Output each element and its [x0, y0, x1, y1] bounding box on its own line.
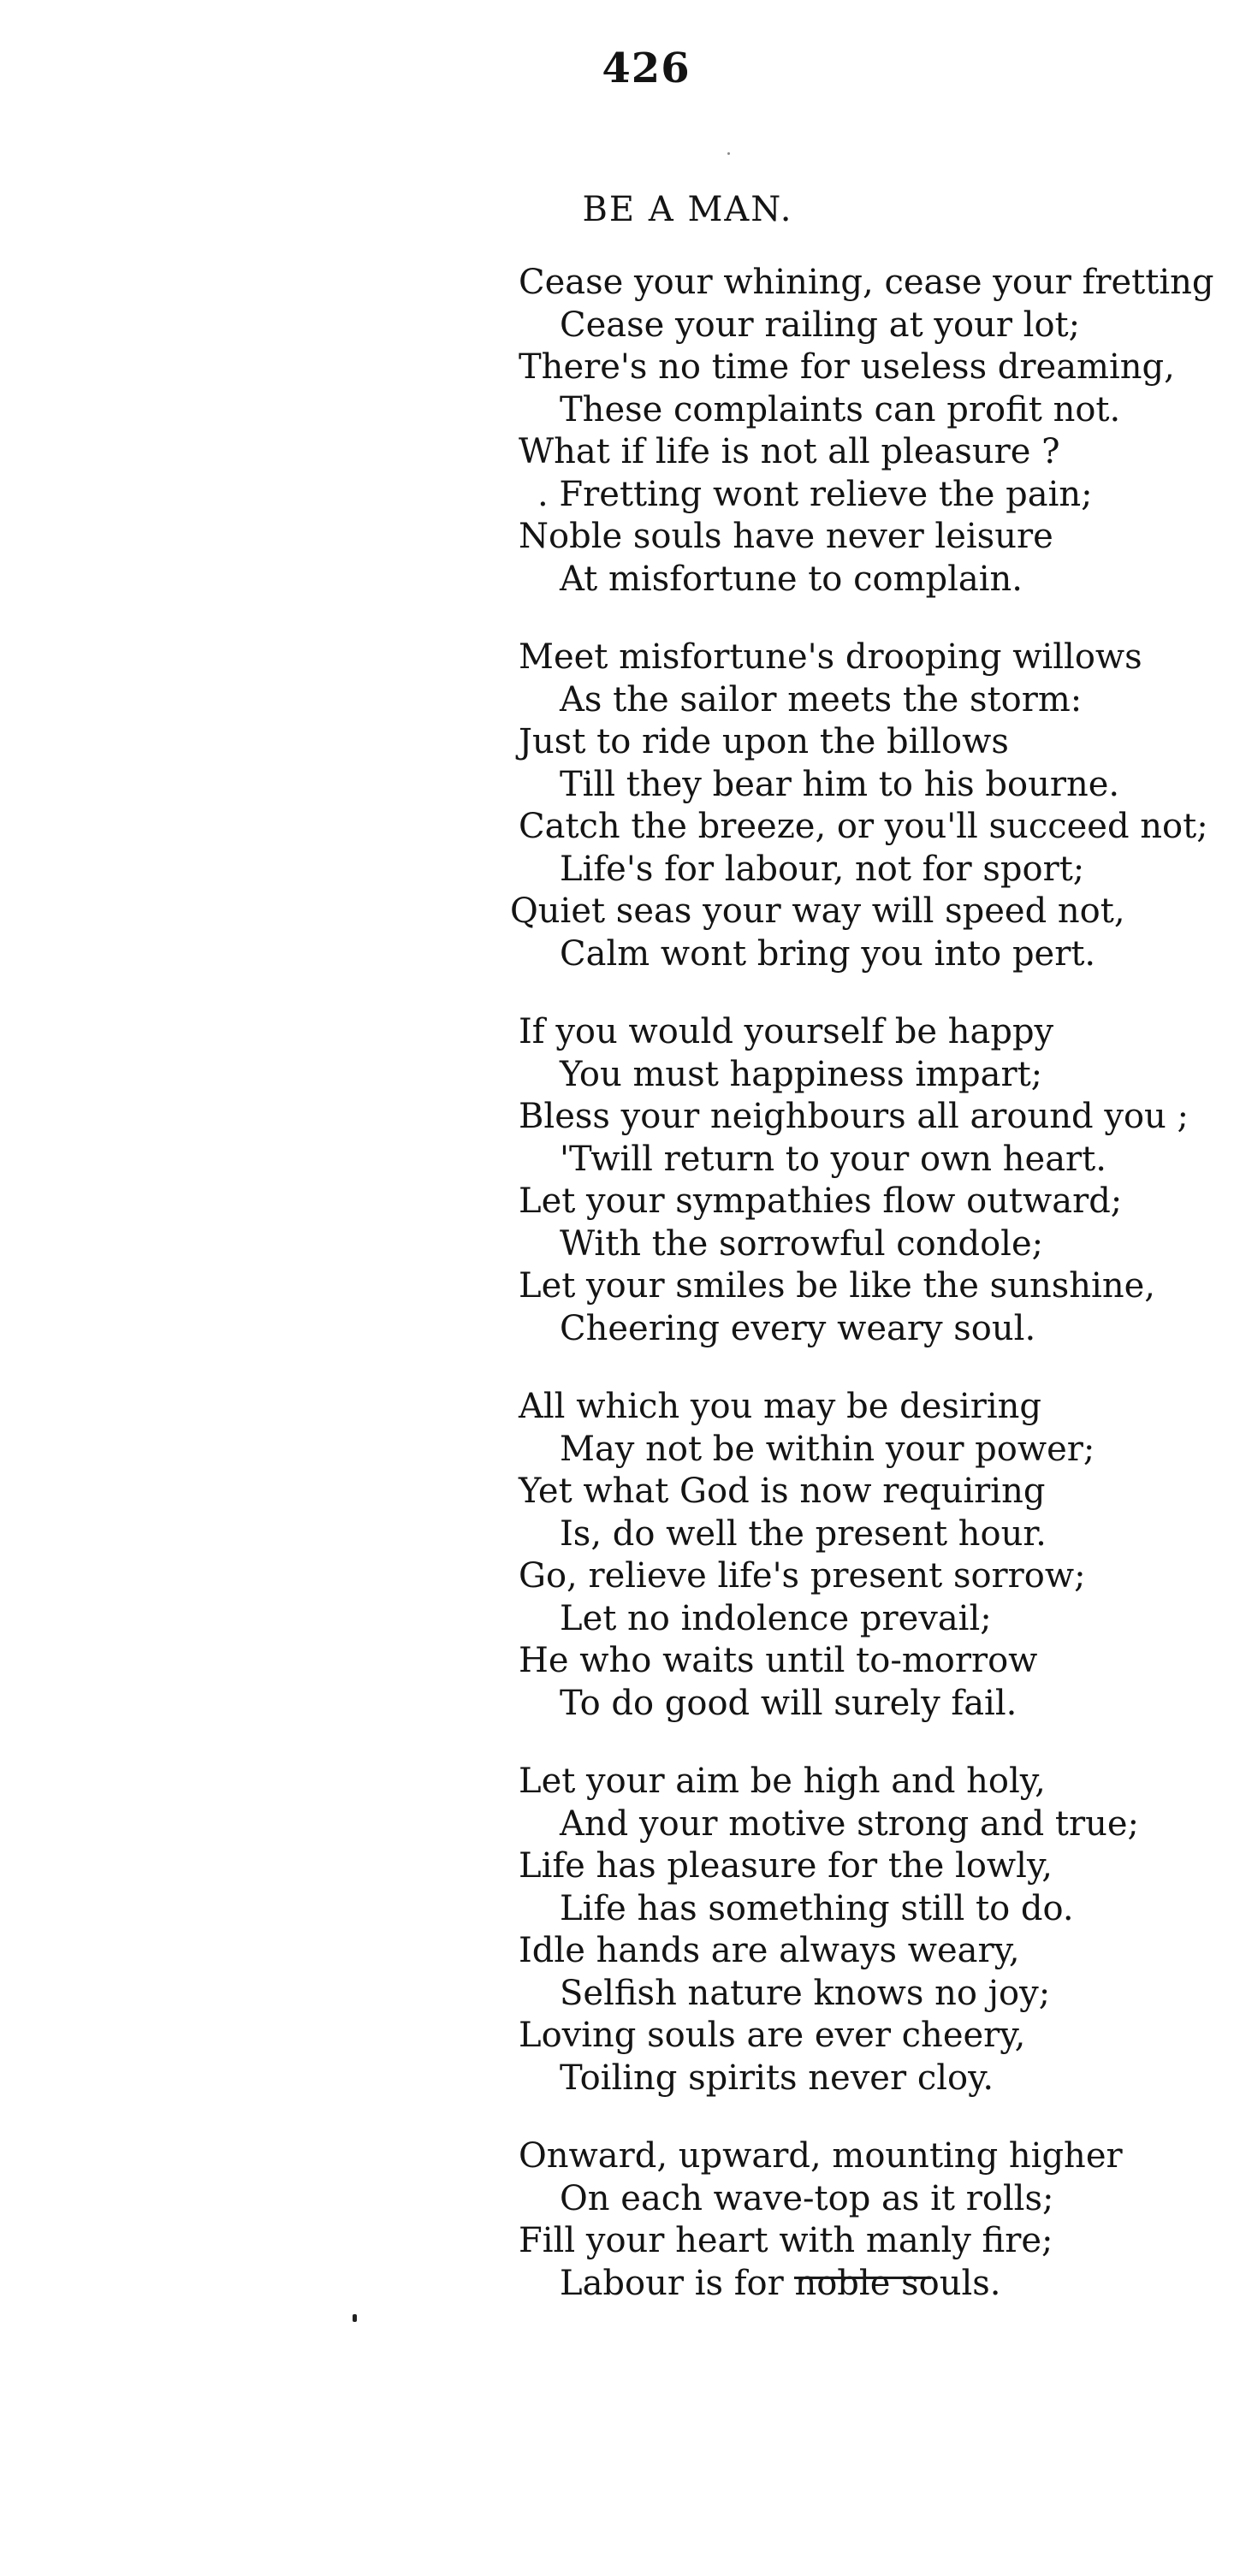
ink-speck — [727, 152, 730, 155]
stanza-1 — [519, 262, 1220, 601]
poem-line: Cheering every weary soul. — [560, 1308, 1036, 1348]
poem-line: Let your aim be high and holy, — [519, 1762, 1046, 1801]
poem-line: Yet what God is now requiring — [519, 1472, 1046, 1511]
poem-line: Just to ride upon the billows — [519, 722, 1009, 761]
poem-line: If you would yourself be happy — [519, 1012, 1054, 1051]
poem-line: Catch the breeze, or you'll succeed not; — [519, 807, 1208, 846]
poem-line: Calm wont bring you into pert. — [560, 933, 1096, 974]
poem-line: There's no time for useless dreaming, — [519, 347, 1175, 387]
poem-line: . Fretting wont relieve the pain; — [537, 474, 1093, 514]
poem-line: Idle hands are always weary, — [519, 1931, 1020, 1970]
stanza-4 — [519, 1386, 1220, 1725]
poem-line: 'Twill return to your own heart. — [560, 1139, 1106, 1179]
poem-line: Cease your whining, cease your fretting — [519, 263, 1214, 302]
page-number — [0, 44, 1234, 92]
poem-line: Let your smiles be like the sunshine, — [519, 1266, 1155, 1306]
stanza-3 — [519, 1011, 1220, 1350]
poem-line: May not be within your power; — [560, 1429, 1095, 1469]
poem-line: You must happiness impart; — [560, 1054, 1043, 1094]
poem-line: Toiling spirits never cloy. — [560, 2058, 994, 2098]
poem-line: Selfish nature knows no joy; — [560, 1973, 1051, 2013]
page-number-text: 426 — [602, 44, 691, 92]
poem-line: Life has pleasure for the lowly, — [519, 1846, 1053, 1886]
ink-speck — [353, 2314, 357, 2322]
poem-line: Quiet seas your way will speed not, — [510, 891, 1125, 931]
poem-line: These complaints can profit not. — [560, 389, 1121, 429]
poem-line: Meet misfortune's drooping willows — [519, 637, 1142, 677]
poem-line: Noble souls have never leisure — [519, 517, 1053, 556]
poem-line: And your motive strong and true; — [560, 1803, 1140, 1844]
poem-line: Let no indolence prevail; — [560, 1598, 992, 1638]
poem-line: What if life is not all pleasure ? — [519, 432, 1060, 471]
stanza-5 — [519, 1761, 1220, 2099]
poem-line: Fill your heart with manly fire; — [519, 2221, 1053, 2260]
poem-title-text: BE A MAN. — [582, 190, 793, 229]
stanza-2 — [510, 637, 1220, 975]
poem-line: Go, relieve life's present sorrow; — [519, 1556, 1086, 1596]
poem-line: Life's for labour, not for sport; — [560, 849, 1085, 889]
stanza-6 — [519, 2135, 1220, 2305]
poem-line: Labour is for noble souls. — [560, 2263, 1001, 2303]
poem-line: Let your sympathies flow outward; — [519, 1181, 1123, 1221]
poem-line: Bless your neighbours all around you ; — [519, 1097, 1189, 1136]
poem-line: Is, do well the present hour. — [560, 1513, 1047, 1554]
poem-body — [510, 262, 1220, 2341]
poem-line: Onward, upward, mounting higher — [519, 2136, 1123, 2176]
poem-line: At misfortune to complain. — [560, 559, 1023, 599]
poem-line: Cease your railing at your lot; — [560, 305, 1081, 345]
poem-title — [0, 190, 1234, 229]
end-rule — [794, 2277, 931, 2279]
poem-line: On each wave-top as it rolls; — [560, 2178, 1054, 2218]
poem-line: Loving souls are ever cheery, — [519, 2016, 1026, 2055]
poem-line: To do good will surely fail. — [560, 1683, 1017, 1723]
poem-line: Life has something still to do. — [560, 1888, 1074, 1928]
poem-line: He who waits until to-morrow — [519, 1641, 1038, 1680]
poem-line: As the sailor meets the storm: — [560, 679, 1083, 720]
poem-line: Till they bear him to his bourne. — [560, 764, 1120, 804]
poem-line: All which you may be desiring — [519, 1387, 1041, 1426]
poem-line: With the sorrowful condole; — [560, 1223, 1044, 1264]
